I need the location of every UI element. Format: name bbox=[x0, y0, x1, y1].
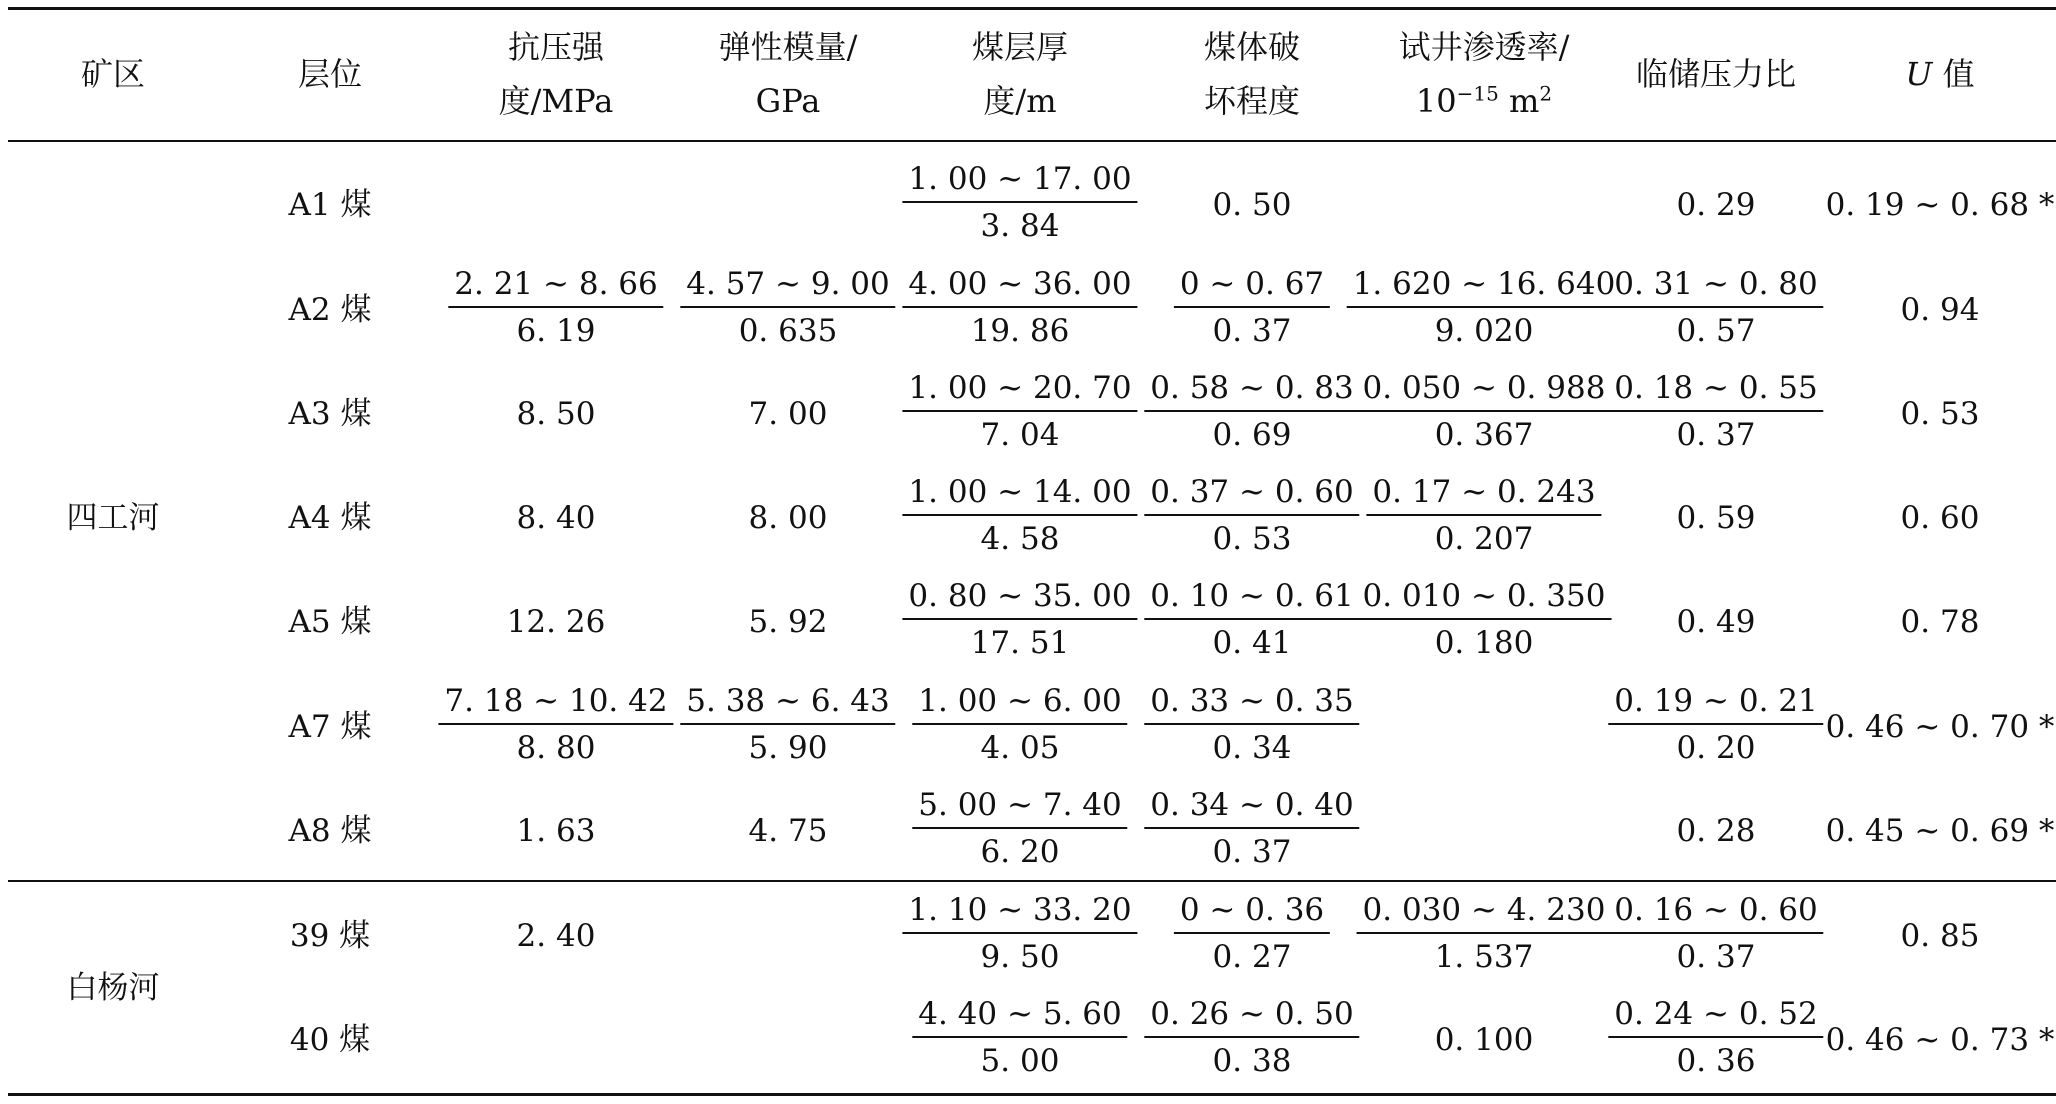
fraction-value bbox=[1144, 470, 1359, 562]
fraction-value bbox=[1144, 992, 1359, 1084]
header-mine-area-label: 矿区 bbox=[80, 55, 146, 93]
mean-value: 0. 37 bbox=[1212, 313, 1292, 349]
layer-label: A4 煤 bbox=[288, 500, 372, 536]
range-value: 0. 19 ~ 0. 21 bbox=[1608, 679, 1823, 725]
range-value: 0. 37 ~ 0. 60 bbox=[1144, 470, 1359, 516]
modulus-cell bbox=[680, 679, 895, 775]
header-damage bbox=[1204, 20, 1300, 128]
mean-value: 3. 84 bbox=[980, 208, 1060, 244]
damage-cell bbox=[1144, 679, 1359, 775]
range-value: 0. 24 ~ 0. 52 bbox=[1608, 992, 1823, 1038]
fraction-value bbox=[912, 992, 1127, 1084]
range-value: 1. 620 ~ 16. 640 bbox=[1347, 262, 1622, 308]
range-value: 5. 00 ~ 7. 40 bbox=[912, 783, 1127, 829]
thickness-cell bbox=[902, 574, 1137, 670]
mean-value: 5. 90 bbox=[748, 730, 828, 766]
header-thickness-line1: 煤层厚 bbox=[971, 28, 1069, 66]
u-value: 0. 53 bbox=[1900, 396, 1980, 432]
range-value: 0. 10 ~ 0. 61 bbox=[1144, 574, 1359, 620]
range-value: 0. 26 ~ 0. 50 bbox=[1144, 992, 1359, 1038]
single-value: 8. 40 bbox=[516, 500, 596, 536]
header-damage-line1: 煤体破 bbox=[1203, 28, 1301, 66]
strength-cell bbox=[448, 262, 663, 358]
u-value: 0. 19 ~ 0. 68 * bbox=[1825, 187, 2055, 223]
u-value: 0. 46 ~ 0. 70 * bbox=[1825, 709, 2055, 745]
u-value: 0. 85 bbox=[1900, 918, 1980, 954]
thickness-cell bbox=[902, 470, 1137, 566]
layer-label: A7 煤 bbox=[288, 709, 372, 745]
range-value: 0. 17 ~ 0. 243 bbox=[1366, 470, 1601, 516]
table-bottom-rule bbox=[8, 1093, 2056, 1096]
damage-cell bbox=[1144, 366, 1359, 462]
u-value: 0. 46 ~ 0. 73 * bbox=[1825, 1022, 2055, 1058]
strength-cell bbox=[517, 491, 596, 545]
pressure-cell bbox=[1677, 178, 1756, 232]
header-permeability-line1: 试井渗透率/ bbox=[1398, 28, 1570, 66]
layer-cell bbox=[289, 491, 372, 545]
thickness-cell bbox=[902, 262, 1137, 358]
mean-value: 0. 53 bbox=[1212, 521, 1292, 557]
single-value: 5. 92 bbox=[748, 604, 828, 640]
modulus-cell bbox=[749, 387, 828, 441]
pressure-cell bbox=[1677, 804, 1756, 858]
u-value-cell bbox=[1826, 700, 2055, 754]
layer-label: A1 煤 bbox=[288, 187, 372, 223]
fraction-value bbox=[1608, 679, 1823, 771]
damage-cell bbox=[1144, 470, 1359, 566]
layer-label: 40 煤 bbox=[289, 1022, 371, 1058]
layer-cell bbox=[289, 283, 372, 337]
u-value-cell bbox=[1901, 909, 1980, 963]
header-thickness bbox=[972, 20, 1068, 128]
u-value: 0. 78 bbox=[1900, 604, 1980, 640]
table-header-rule bbox=[8, 140, 2056, 142]
range-value: 0. 31 ~ 0. 80 bbox=[1608, 262, 1823, 308]
range-value: 4. 57 ~ 9. 00 bbox=[680, 262, 895, 308]
header-strength-line1: 抗压强 bbox=[507, 28, 605, 66]
fraction-value bbox=[1608, 992, 1823, 1084]
mean-value: 9. 020 bbox=[1434, 313, 1534, 349]
range-value: 1. 00 ~ 14. 00 bbox=[902, 470, 1137, 516]
fraction-value bbox=[902, 888, 1137, 980]
range-value: 4. 40 ~ 5. 60 bbox=[912, 992, 1127, 1038]
damage-cell bbox=[1144, 574, 1359, 670]
single-value: 2. 40 bbox=[516, 918, 596, 954]
u-value-cell bbox=[1901, 387, 1980, 441]
fraction-value bbox=[1347, 262, 1622, 354]
range-value: 0 ~ 0. 36 bbox=[1174, 888, 1330, 934]
layer-label: A8 煤 bbox=[288, 813, 372, 849]
header-u-text: 值 bbox=[1942, 55, 1975, 93]
layer-cell bbox=[289, 387, 372, 441]
fraction-value bbox=[902, 470, 1137, 562]
fraction-value bbox=[1608, 888, 1823, 980]
fraction-value bbox=[680, 262, 895, 354]
range-value: 0 ~ 0. 67 bbox=[1174, 262, 1330, 308]
mine-area-label: 四工河 bbox=[66, 500, 160, 536]
u-value-cell bbox=[1901, 491, 1980, 545]
header-layer-label: 层位 bbox=[297, 55, 363, 93]
fraction-value bbox=[1357, 366, 1612, 458]
fraction-value bbox=[902, 574, 1137, 666]
fraction-value bbox=[438, 679, 673, 771]
u-value-cell bbox=[1826, 178, 2055, 232]
mean-value: 0. 180 bbox=[1434, 625, 1534, 661]
mean-value: 0. 27 bbox=[1212, 939, 1292, 975]
layer-cell bbox=[289, 178, 372, 232]
layer-cell bbox=[290, 909, 370, 963]
mean-value: 4. 05 bbox=[980, 730, 1060, 766]
single-value: 0. 50 bbox=[1212, 187, 1292, 223]
mean-value: 19. 86 bbox=[970, 313, 1070, 349]
single-value: 12. 26 bbox=[506, 604, 606, 640]
mean-value: 5. 00 bbox=[980, 1043, 1060, 1079]
modulus-cell bbox=[680, 262, 895, 358]
layer-label: 39 煤 bbox=[289, 918, 371, 954]
strength-cell bbox=[438, 679, 673, 775]
range-value: 5. 38 ~ 6. 43 bbox=[680, 679, 895, 725]
range-value: 4. 00 ~ 36. 00 bbox=[902, 262, 1137, 308]
u-value-cell bbox=[1901, 283, 1980, 337]
range-value: 7. 18 ~ 10. 42 bbox=[438, 679, 673, 725]
single-value: 1. 63 bbox=[516, 813, 596, 849]
header-damage-line2: 坏程度 bbox=[1203, 82, 1301, 120]
mean-value: 0. 37 bbox=[1676, 939, 1756, 975]
range-value: 0. 33 ~ 0. 35 bbox=[1144, 679, 1359, 725]
thickness-cell bbox=[902, 157, 1137, 253]
mean-value: 4. 58 bbox=[980, 521, 1060, 557]
layer-cell bbox=[289, 804, 372, 858]
mean-value: 0. 34 bbox=[1212, 730, 1292, 766]
single-value: 0. 29 bbox=[1676, 187, 1756, 223]
mean-value: 0. 69 bbox=[1212, 417, 1292, 453]
mean-value: 0. 37 bbox=[1212, 834, 1292, 870]
strength-cell bbox=[517, 387, 596, 441]
header-modulus bbox=[719, 20, 858, 128]
fraction-value bbox=[902, 157, 1137, 249]
permeability-cell bbox=[1435, 1013, 1534, 1067]
mine-area-cell bbox=[67, 491, 160, 545]
permeability-cell bbox=[1347, 262, 1622, 358]
coal-parameter-table bbox=[8, 0, 2056, 1104]
damage-cell bbox=[1144, 992, 1359, 1088]
mean-value: 6. 20 bbox=[980, 834, 1060, 870]
mean-value: 0. 38 bbox=[1212, 1043, 1292, 1079]
modulus-cell bbox=[749, 804, 828, 858]
mean-value: 0. 20 bbox=[1676, 730, 1756, 766]
strength-cell bbox=[507, 595, 606, 649]
fraction-value bbox=[1357, 888, 1612, 980]
fraction-value bbox=[912, 783, 1127, 875]
mine-area-label: 白杨河 bbox=[66, 970, 160, 1006]
single-value: 0. 28 bbox=[1676, 813, 1756, 849]
damage-cell bbox=[1174, 262, 1330, 358]
mean-value: 7. 04 bbox=[980, 417, 1060, 453]
pressure-cell bbox=[1608, 888, 1823, 984]
mean-value: 0. 36 bbox=[1676, 1043, 1756, 1079]
mean-value: 1. 537 bbox=[1434, 939, 1534, 975]
mean-value: 6. 19 bbox=[516, 313, 596, 349]
layer-label: A3 煤 bbox=[288, 396, 372, 432]
table-group-rule bbox=[8, 880, 2056, 882]
mean-value: 9. 50 bbox=[980, 939, 1060, 975]
modulus-cell bbox=[749, 491, 828, 545]
damage-cell bbox=[1144, 783, 1359, 879]
range-value: 1. 00 ~ 17. 00 bbox=[902, 157, 1137, 203]
fraction-value bbox=[1608, 262, 1823, 354]
permeability-cell bbox=[1357, 366, 1612, 462]
fraction-value bbox=[1357, 574, 1612, 666]
fraction-value bbox=[1144, 783, 1359, 875]
range-value: 1. 00 ~ 6. 00 bbox=[912, 679, 1127, 725]
single-value: 8. 00 bbox=[748, 500, 828, 536]
header-u-value bbox=[1905, 47, 1974, 101]
range-value: 0. 010 ~ 0. 350 bbox=[1357, 574, 1612, 620]
header-u-symbol: U bbox=[1905, 55, 1933, 93]
fraction-value bbox=[1608, 366, 1823, 458]
thickness-cell bbox=[902, 888, 1137, 984]
u-value-cell bbox=[1826, 804, 2055, 858]
pressure-cell bbox=[1608, 262, 1823, 358]
u-value-cell bbox=[1901, 595, 1980, 649]
fraction-value bbox=[1144, 679, 1359, 771]
single-value: 8. 50 bbox=[516, 396, 596, 432]
fraction-value bbox=[902, 262, 1137, 354]
range-value: 0. 80 ~ 35. 00 bbox=[902, 574, 1137, 620]
header-pressure-label: 临储压力比 bbox=[1635, 55, 1797, 93]
permeability-cell bbox=[1357, 574, 1612, 670]
pressure-cell bbox=[1608, 992, 1823, 1088]
fraction-value bbox=[680, 679, 895, 771]
pressure-cell bbox=[1677, 491, 1756, 545]
table-top-rule bbox=[8, 7, 2056, 10]
single-value: 0. 59 bbox=[1676, 500, 1756, 536]
mean-value: 0. 37 bbox=[1676, 417, 1756, 453]
u-value: 0. 94 bbox=[1900, 292, 1980, 328]
header-layer bbox=[298, 47, 362, 101]
mean-value: 0. 57 bbox=[1676, 313, 1756, 349]
single-value: 0. 49 bbox=[1676, 604, 1756, 640]
damage-cell bbox=[1174, 888, 1330, 984]
layer-label: A5 煤 bbox=[288, 604, 372, 640]
mean-value: 0. 207 bbox=[1434, 521, 1534, 557]
single-value: 0. 100 bbox=[1434, 1022, 1534, 1058]
range-value: 0. 16 ~ 0. 60 bbox=[1608, 888, 1823, 934]
range-value: 0. 050 ~ 0. 988 bbox=[1357, 366, 1612, 412]
thickness-cell bbox=[912, 679, 1127, 775]
fraction-value bbox=[1366, 470, 1601, 562]
thickness-cell bbox=[912, 992, 1127, 1088]
fraction-value bbox=[1174, 262, 1330, 354]
range-value: 0. 34 ~ 0. 40 bbox=[1144, 783, 1359, 829]
fraction-value bbox=[1144, 366, 1359, 458]
single-value: 7. 00 bbox=[748, 396, 828, 432]
header-strength bbox=[499, 20, 614, 128]
range-value: 0. 18 ~ 0. 55 bbox=[1608, 366, 1823, 412]
pressure-cell bbox=[1677, 595, 1756, 649]
range-value: 0. 58 ~ 0. 83 bbox=[1144, 366, 1359, 412]
mine-area-cell bbox=[67, 961, 160, 1015]
modulus-cell bbox=[749, 595, 828, 649]
header-modulus-line2: GPa bbox=[755, 82, 821, 120]
header-permeability-line2: $10^{-15}$ $m^2$ bbox=[1415, 81, 1553, 120]
permeability-cell bbox=[1357, 888, 1612, 984]
fraction-value bbox=[448, 262, 663, 354]
mean-value: 0. 41 bbox=[1212, 625, 1292, 661]
damage-cell bbox=[1213, 178, 1292, 232]
strength-cell bbox=[517, 804, 596, 858]
layer-cell bbox=[289, 700, 372, 754]
header-pressure bbox=[1636, 47, 1796, 101]
header-mine-area bbox=[81, 47, 145, 101]
thickness-cell bbox=[902, 366, 1137, 462]
fraction-value bbox=[1144, 574, 1359, 666]
pressure-cell bbox=[1608, 679, 1823, 775]
u-value-cell bbox=[1826, 1013, 2055, 1067]
fraction-value bbox=[902, 366, 1137, 458]
mean-value: 0. 367 bbox=[1434, 417, 1534, 453]
fraction-value bbox=[1174, 888, 1330, 980]
range-value: 2. 21 ~ 8. 66 bbox=[448, 262, 663, 308]
layer-label: A2 煤 bbox=[288, 292, 372, 328]
header-strength-line2: 度/MPa bbox=[498, 82, 614, 120]
layer-cell bbox=[290, 1013, 370, 1067]
fraction-value bbox=[912, 679, 1127, 771]
u-value: 0. 60 bbox=[1900, 500, 1980, 536]
pressure-cell bbox=[1608, 366, 1823, 462]
range-value: 1. 10 ~ 33. 20 bbox=[902, 888, 1137, 934]
single-value: 4. 75 bbox=[748, 813, 828, 849]
permeability-cell bbox=[1366, 470, 1601, 566]
u-value: 0. 45 ~ 0. 69 * bbox=[1825, 813, 2055, 849]
header-thickness-line2: 度/m bbox=[983, 82, 1057, 120]
mean-value: 8. 80 bbox=[516, 730, 596, 766]
mean-value: 17. 51 bbox=[970, 625, 1070, 661]
thickness-cell bbox=[912, 783, 1127, 879]
header-modulus-line1: 弹性模量/ bbox=[718, 28, 858, 66]
range-value: 0. 030 ~ 4. 230 bbox=[1357, 888, 1612, 934]
range-value: 1. 00 ~ 20. 70 bbox=[902, 366, 1137, 412]
strength-cell bbox=[517, 909, 596, 963]
mean-value: 0. 635 bbox=[738, 313, 838, 349]
header-permeability bbox=[1399, 20, 1570, 128]
layer-cell bbox=[289, 595, 372, 649]
